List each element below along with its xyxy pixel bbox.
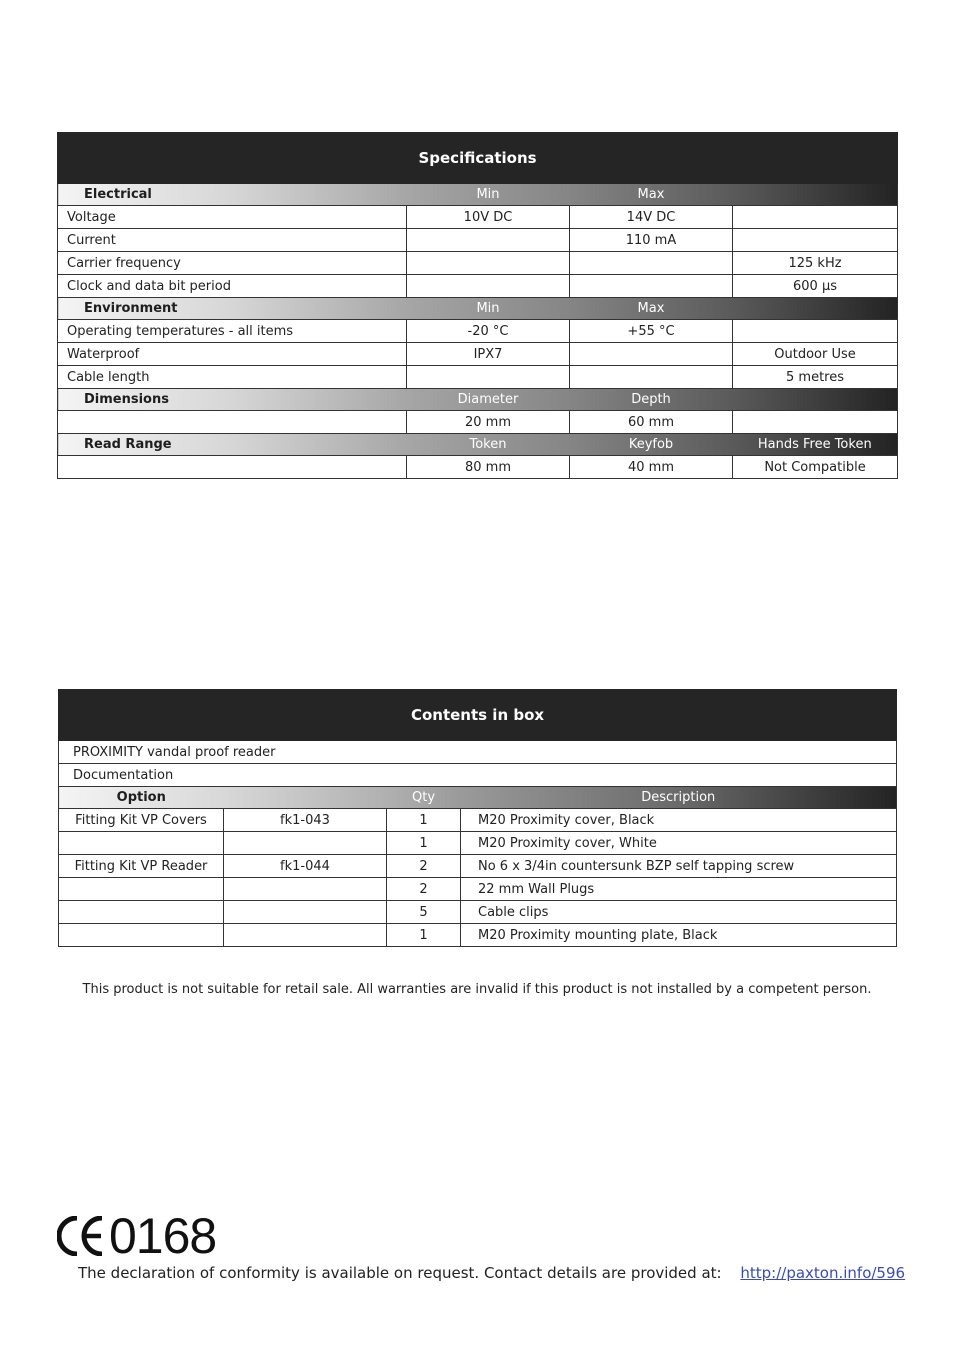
row-label: Cable length [58,366,407,389]
list-item [59,764,897,787]
option-qty: 1 [387,809,461,832]
column-header: Max [570,298,733,320]
cell [733,229,898,252]
option-header-spacer [224,787,387,809]
cell: IPX7 [407,343,570,366]
cell [733,206,898,229]
column-header: Min [407,184,570,206]
contents-table [58,689,897,947]
declaration [78,1264,905,1282]
contents-item: Documentation [59,764,897,787]
option-name [59,878,224,901]
section-name: Electrical [58,184,407,206]
section-name: Read Range [58,434,407,456]
section-name: Environment [58,298,407,320]
row-label [58,456,407,479]
option-name: Fitting Kit VP Reader [59,855,224,878]
column-header: Max [570,184,733,206]
cell [733,320,898,343]
option-name [59,924,224,947]
table-row [59,924,897,947]
table-row [59,832,897,855]
row-label: Operating temperatures - all items [58,320,407,343]
cell [733,411,898,434]
option-qty: 1 [387,832,461,855]
option-code [224,832,387,855]
cell: 20 mm [407,411,570,434]
option-code [224,924,387,947]
specifications-title: Specifications [58,133,898,184]
column-header [733,389,898,411]
table-row [59,855,897,878]
option-qty: 5 [387,901,461,924]
cell: 125 kHz [733,252,898,275]
column-header: Keyfob [570,434,733,456]
cell [407,252,570,275]
option-qty: 2 [387,878,461,901]
option-code [224,878,387,901]
contents-title: Contents in box [59,690,897,741]
option-qty: 2 [387,855,461,878]
row-label: Carrier frequency [58,252,407,275]
cell [570,252,733,275]
table-row [58,343,898,366]
option-header-label: Option [59,787,224,809]
column-header: Depth [570,389,733,411]
column-header [733,184,898,206]
option-description: 22 mm Wall Plugs [461,878,897,901]
row-label: Waterproof [58,343,407,366]
cell [570,343,733,366]
cell: +55 °C [570,320,733,343]
option-description: M20 Proximity mounting plate, Black [461,924,897,947]
ce-notified-body-number: 0168 [109,1208,217,1264]
cell: 5 metres [733,366,898,389]
description-header: Description [461,787,897,809]
cell: Not Compatible [733,456,898,479]
declaration-text: The declaration of conformity is available on request. Contact details are provided at: [78,1264,722,1282]
specifications-table [57,132,898,479]
table-row [58,206,898,229]
section-header-electrical [58,184,898,206]
option-header [59,787,897,809]
ce-mark [57,1206,216,1266]
section-header-environment [58,298,898,320]
table-row [58,366,898,389]
declaration-link[interactable]: http://paxton.info/596 [740,1264,906,1282]
ce-logo-icon [57,1216,107,1256]
cell: 110 mA [570,229,733,252]
contents-item: PROXIMITY vandal proof reader [59,741,897,764]
table-row [59,809,897,832]
qty-header: Qty [387,787,461,809]
column-header: Token [407,434,570,456]
cell: 40 mm [570,456,733,479]
option-code: fk1-043 [224,809,387,832]
row-label: Current [58,229,407,252]
option-name [59,832,224,855]
table-row [59,878,897,901]
table-row [59,901,897,924]
option-description: M20 Proximity cover, Black [461,809,897,832]
cell [570,275,733,298]
table-row [58,275,898,298]
cell [570,366,733,389]
column-header: Diameter [407,389,570,411]
list-item [59,741,897,764]
table-row [58,320,898,343]
retail-notice: This product is not suitable for retail sale. All warranties are invalid if this product is not installed by a competent person. [82,982,872,997]
option-name: Fitting Kit VP Covers [59,809,224,832]
cell: 10V DC [407,206,570,229]
table-row [58,456,898,479]
cell: 60 mm [570,411,733,434]
option-code [224,901,387,924]
option-description: Cable clips [461,901,897,924]
table-row [58,252,898,275]
row-label [58,411,407,434]
section-header-dimensions [58,389,898,411]
cell: -20 °C [407,320,570,343]
cell [407,275,570,298]
cell: 80 mm [407,456,570,479]
column-header [733,298,898,320]
cell: 600 µs [733,275,898,298]
option-qty: 1 [387,924,461,947]
cell [407,229,570,252]
option-name [59,901,224,924]
table-row [58,411,898,434]
row-label: Voltage [58,206,407,229]
row-label: Clock and data bit period [58,275,407,298]
section-name: Dimensions [58,389,407,411]
option-code: fk1-044 [224,855,387,878]
column-header: Hands Free Token [733,434,898,456]
cell: 14V DC [570,206,733,229]
option-description: No 6 x 3/4in countersunk BZP self tapping screw [461,855,897,878]
option-description: M20 Proximity cover, White [461,832,897,855]
cell [407,366,570,389]
table-row [58,229,898,252]
cell: Outdoor Use [733,343,898,366]
section-header-read-range [58,434,898,456]
column-header: Min [407,298,570,320]
